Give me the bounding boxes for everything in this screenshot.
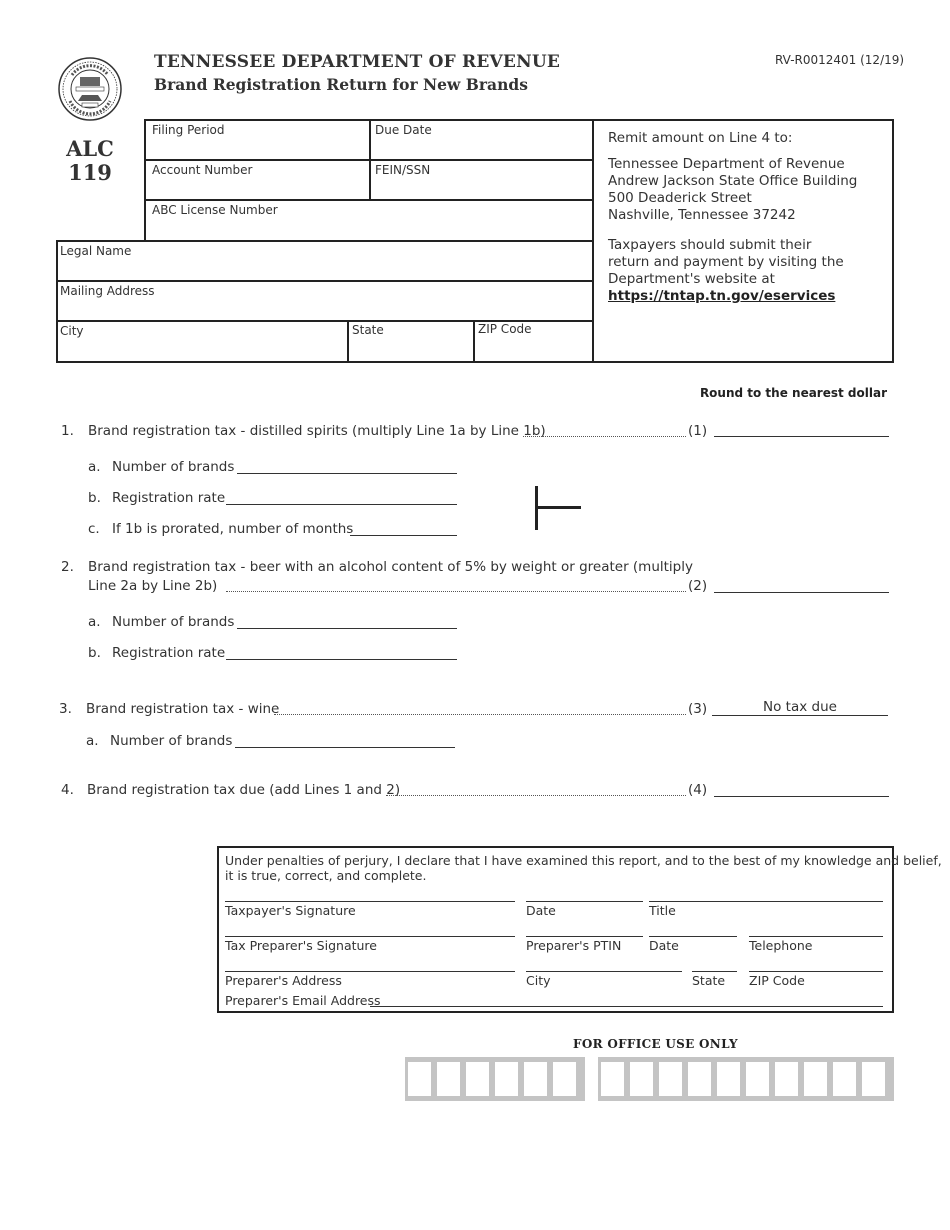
line3-amount-input[interactable]: [712, 715, 888, 716]
office-use-box: [833, 1062, 856, 1096]
title-input[interactable]: [649, 901, 883, 902]
due-date-label: Due Date: [375, 123, 432, 137]
telephone-label: Telephone: [749, 938, 813, 953]
due-date-field[interactable]: [371, 121, 592, 159]
account-number-field[interactable]: [146, 161, 369, 199]
remit-note2: return and payment by visiting the: [608, 254, 844, 270]
round-note: Round to the nearest dollar: [699, 386, 887, 400]
form-code-line2: 119: [68, 160, 112, 185]
preparer-city-label: City: [526, 973, 551, 988]
date2-input[interactable]: [649, 936, 737, 937]
office-use-box: [862, 1062, 885, 1096]
office-use-box: [495, 1062, 518, 1096]
line3-number: 3.: [59, 701, 72, 717]
telephone-input[interactable]: [749, 936, 883, 937]
office-use-box: [659, 1062, 682, 1096]
fein-ssn-field[interactable]: [371, 161, 592, 199]
state-label: State: [352, 323, 384, 337]
line2a-text: Number of brands: [112, 614, 235, 630]
city-field[interactable]: [58, 322, 347, 361]
account-number-label: Account Number: [152, 163, 253, 177]
line1a-letter: a.: [88, 459, 101, 475]
taxpayer-signature-label: Taxpayer's Signature: [225, 903, 356, 918]
line2-text2: Line 2a by Line 2b): [88, 578, 218, 594]
line2a-letter: a.: [88, 614, 101, 630]
line4-number: 4.: [61, 782, 74, 798]
form-number: RV-R0012401 (12/19): [775, 53, 905, 67]
line1a-input[interactable]: [237, 473, 457, 474]
zip-field[interactable]: [475, 322, 592, 361]
state-field[interactable]: [349, 322, 473, 361]
legal-name-label: Legal Name: [60, 244, 132, 258]
line2-leader: [226, 591, 686, 592]
zip-label: ZIP Code: [478, 322, 532, 336]
signature-box: [217, 846, 942, 1013]
line1-amount-input[interactable]: [714, 436, 889, 437]
taxpayer-signature-input[interactable]: [225, 901, 515, 902]
line2a-input[interactable]: [237, 628, 457, 629]
line1-ref: (1): [688, 423, 708, 439]
line1b-input[interactable]: [226, 504, 457, 505]
line4-ref: (4): [688, 782, 708, 798]
legal-name-field[interactable]: [58, 242, 592, 280]
preparer-zip-label: ZIP Code: [749, 973, 805, 988]
remit-addr4: Nashville, Tennessee 37242: [608, 207, 796, 223]
line3-text: Brand registration tax - wine: [86, 701, 280, 717]
remit-note3: Department's website at: [608, 271, 775, 287]
line4-amount-input[interactable]: [714, 796, 889, 797]
remit-info: [608, 130, 888, 318]
remit-heading: Remit amount on Line 4 to:: [608, 130, 793, 146]
preparer-state-label: State: [692, 973, 726, 988]
office-use-box: [553, 1062, 576, 1096]
office-use-box: [775, 1062, 798, 1096]
line3-ref: (3): [688, 701, 708, 717]
office-use-box: [601, 1062, 624, 1096]
line3a-letter: a.: [86, 733, 99, 749]
preparer-address-label: Preparer's Address: [225, 973, 342, 988]
line4-text: Brand registration tax due (add Lines 1 and 2): [87, 782, 401, 798]
preparer-signature-input[interactable]: [225, 936, 515, 937]
state-seal-icon: [58, 57, 122, 121]
ptin-label: Preparer's PTIN: [526, 938, 622, 953]
office-use-box: [524, 1062, 547, 1096]
filing-period-field[interactable]: [146, 121, 369, 159]
office-use-box: [804, 1062, 827, 1096]
office-use-box: [437, 1062, 460, 1096]
line1c-input[interactable]: [350, 535, 457, 536]
declaration-line1: Under penalties of perjury, I declare that I have examined this report, and to the best of my knowledge and belief,: [225, 853, 942, 868]
line2-number: 2.: [61, 559, 74, 575]
preparer-address-input[interactable]: [225, 971, 515, 972]
form-code: [60, 137, 120, 185]
office-use-label: FOR OFFICE USE ONLY: [573, 1037, 738, 1051]
office-use-box: [717, 1062, 740, 1096]
form-title: Brand Registration Return for New Brands: [154, 75, 528, 94]
remit-note: [608, 237, 888, 305]
line2-text1: Brand registration tax - beer with an alcohol content of 5% by weight or greater (multiply: [88, 559, 693, 575]
filing-period-label: Filing Period: [152, 123, 225, 137]
office-boxes-left: [405, 1057, 585, 1101]
city-label: City: [60, 324, 84, 338]
line2b-input[interactable]: [226, 659, 457, 660]
eservices-link[interactable]: https://tntap.tn.gov/eservices: [608, 288, 836, 304]
office-use-box: [746, 1062, 769, 1096]
line2b-text: Registration rate: [112, 645, 226, 661]
office-use-box: [688, 1062, 711, 1096]
line1-number: 1.: [61, 423, 74, 439]
line1b-text: Registration rate: [112, 490, 226, 506]
preparer-email-input[interactable]: [370, 1006, 883, 1007]
form-code-line1: ALC: [66, 136, 114, 161]
abc-license-field[interactable]: [146, 201, 592, 240]
line1b-letter: b.: [88, 490, 101, 506]
date1-input[interactable]: [526, 901, 643, 902]
preparer-signature-label: Tax Preparer's Signature: [225, 938, 377, 953]
fein-ssn-label: FEIN/SSN: [375, 163, 431, 177]
mailing-address-field[interactable]: [58, 282, 592, 320]
line2-amount-input[interactable]: [714, 592, 889, 593]
office-boxes-right: [598, 1057, 894, 1101]
remit-addr3: 500 Deaderick Street: [608, 190, 752, 206]
declaration-line2: it is true, correct, and complete.: [225, 868, 427, 883]
preparer-zip-input[interactable]: [749, 971, 883, 972]
preparer-email-label: Preparer's Email Address: [225, 993, 381, 1008]
remit-addr2: Andrew Jackson State Office Building: [608, 173, 858, 189]
office-use-box: [630, 1062, 653, 1096]
line3-leader: [274, 714, 686, 715]
line1c-text: If 1b is prorated, number of months: [112, 521, 354, 537]
line2b-letter: b.: [88, 645, 101, 661]
mailing-address-label: Mailing Address: [60, 284, 155, 298]
preparer-city-input[interactable]: [526, 971, 682, 972]
office-use-box: [408, 1062, 431, 1096]
abc-license-label: ABC License Number: [152, 203, 278, 217]
remit-address: [608, 156, 888, 224]
date1-label: Date: [526, 903, 556, 918]
line1-leader: [523, 436, 686, 437]
line3a-text: Number of brands: [110, 733, 233, 749]
line1a-text: Number of brands: [112, 459, 235, 475]
date2-label: Date: [649, 938, 679, 953]
scan-corner-mark: [535, 486, 581, 530]
title-label: Title: [649, 903, 676, 918]
line3-no-tax-due: No tax due: [763, 699, 837, 715]
preparer-state-input[interactable]: [692, 971, 737, 972]
line1-text: Brand registration tax - distilled spirits (multiply Line 1a by Line 1b): [88, 423, 546, 439]
remit-addr1: Tennessee Department of Revenue: [608, 156, 845, 172]
line3a-input[interactable]: [235, 747, 455, 748]
department-title: TENNESSEE DEPARTMENT OF REVENUE: [154, 52, 561, 72]
line2-ref: (2): [688, 578, 708, 594]
remit-note1: Taxpayers should submit their: [608, 237, 812, 253]
office-use-box: [466, 1062, 489, 1096]
line4-leader: [386, 795, 686, 796]
ptin-input[interactable]: [526, 936, 643, 937]
line1c-letter: c.: [88, 521, 100, 537]
